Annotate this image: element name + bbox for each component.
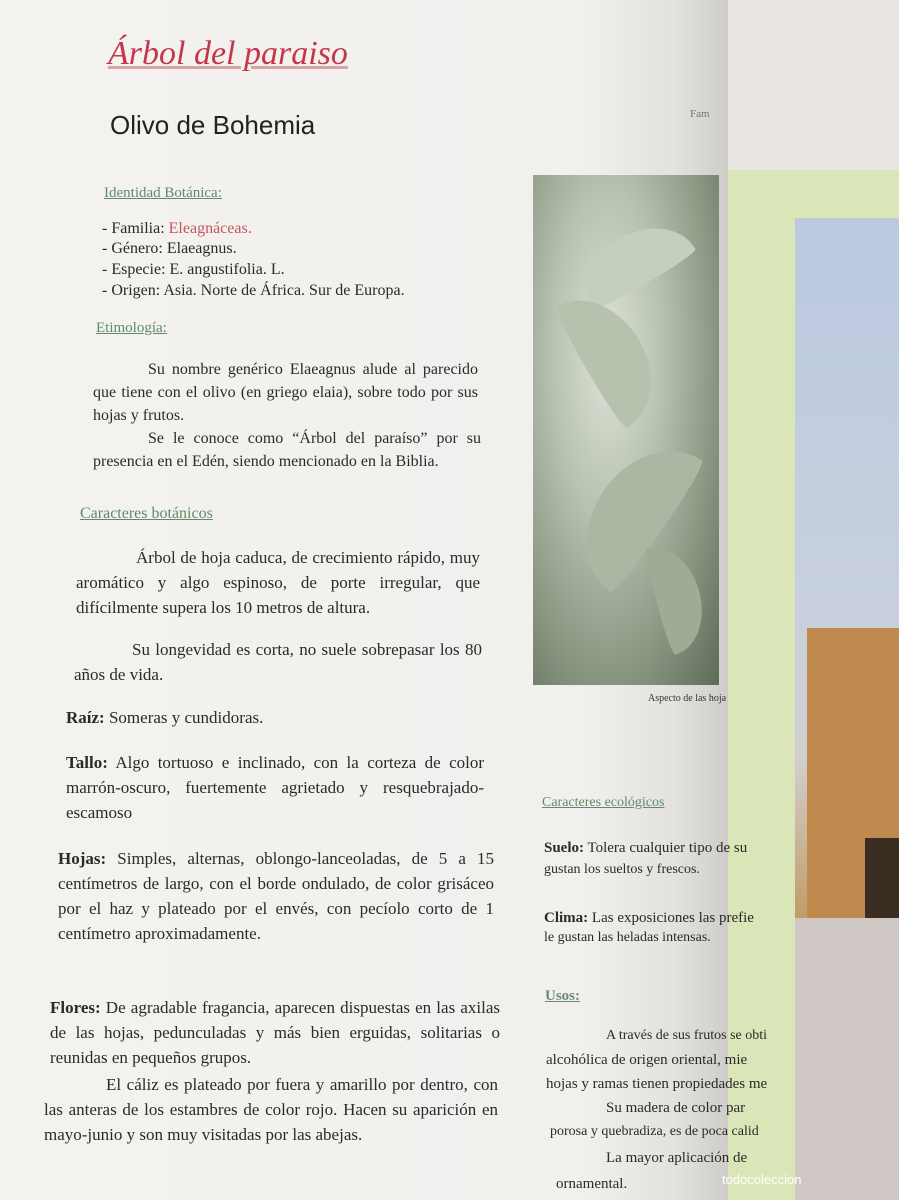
usos-line3: hojas y ramas tienen propiedades me (546, 1076, 768, 1092)
photo-caption: Aspecto de las hoja (648, 693, 727, 704)
watermark: todocoleccion (722, 1172, 802, 1187)
leaf-shape (552, 279, 674, 430)
suelo-label: Suelo: (544, 840, 585, 856)
hojas-label: Hojas: (58, 849, 107, 868)
caracteres-p2: Su longevidad es corta, no suele sobrepasar los 80 años de vida. (74, 640, 482, 684)
caracteres-p1: Árbol de hoja caduca, de crecimiento rápido, muy aromático y algo espinoso, de porte irregular, que difícilmente supera los 10 metros de altura. (76, 548, 480, 617)
etimologia-heading: Etimología: (96, 320, 167, 336)
usos-line5: porosa y quebradiza, es de poca calid (550, 1124, 759, 1139)
page-title: Árbol del paraiso (108, 35, 348, 72)
flores-p2: El cáliz es plateado por fuera y amarillo por dentro, con las anteras de los estambres de color rojo. Hacen su aparición en mayo-junio y son muy visitadas por las abejas. (44, 1075, 498, 1144)
usos-line1: A través de sus frutos se obti (606, 1028, 767, 1043)
flores-label: Flores: (50, 998, 101, 1017)
genero-line: - Género: Elaeagnus. (102, 240, 237, 257)
usos-line2: alcohólica de origen oriental, mie (546, 1052, 748, 1068)
caracteres-heading: Caracteres botánicos (80, 505, 213, 522)
familia-value: Eleagnáceas. (168, 220, 252, 237)
origen-line: - Origen: Asia. Norte de África. Sur de Europa. (102, 282, 405, 299)
clima-text: Las exposiciones las prefie (588, 910, 754, 926)
suelo-text: Tolera cualquier tipo de su (584, 840, 748, 856)
clima-label: Clima: (544, 910, 589, 926)
page-subtitle: Olivo de Bohemia (110, 110, 316, 140)
raiz-paragraph (66, 705, 486, 730)
usos-line6: La mayor aplicación de (606, 1150, 748, 1166)
hojas-text: Simples, alternas, oblongo-lanceoladas, de 5 a 15 centímetros de largo, con el borde ondulado, de color grisáceo por el haz y plateado por el envés, con pecíolo corto de 1 centímetro aproximadamente. (58, 849, 494, 943)
tallo-text: Algo tortuoso e inclinado, con la corteza de color marrón-oscuro, fuertemente agrietado y resquebrajado-escamoso (66, 753, 484, 822)
familia-label: - Familia: (102, 220, 169, 237)
raiz-label: Raíz: (66, 708, 105, 727)
leaf-shape (643, 538, 714, 656)
familia-line (102, 220, 252, 238)
tallo-paragraph (66, 750, 484, 825)
building-door (865, 838, 899, 928)
leaf-shape (568, 208, 698, 313)
ecologicos-heading: Caracteres ecológicos (542, 795, 665, 810)
etimologia-p2: Se le conoce como “Árbol del paraíso” por su presencia en el Edén, siendo mencionado en la Biblia. (93, 430, 481, 470)
road (795, 918, 899, 1200)
tallo-label: Tallo: (66, 753, 108, 772)
hojas-paragraph (58, 846, 494, 946)
building-photo (795, 218, 899, 1200)
flores-text: De agradable fragancia, aparecen dispuestas en las axilas de las hojas, pedunculadas y más bien erguidas, solitarias o reunidas en pequeños grupos. (50, 998, 500, 1067)
raiz-text: Someras y cundidoras. (104, 708, 264, 727)
identidad-heading: Identidad Botánica: (104, 185, 222, 201)
corner-mark: Fam (690, 108, 710, 120)
usos-heading: Usos: (545, 988, 581, 1004)
usos-line4: Su madera de color par (606, 1100, 746, 1116)
etimologia-p1: Su nombre genérico Elaeagnus alude al parecido que tiene con el olivo (en griego elaia), sobre todo por sus hojas y frutos. (93, 361, 478, 424)
especie-line: - Especie: E. angustifolia. L. (102, 261, 285, 278)
suelo-line1 (544, 840, 747, 857)
clima-line1 (544, 910, 754, 927)
flores-paragraph (50, 995, 500, 1070)
usos-line7: ornamental. (556, 1176, 628, 1192)
suelo-line2: gustan los sueltos y frescos. (544, 862, 700, 877)
leaf-photo (533, 175, 719, 685)
clima-line2: le gustan las heladas intensas. (544, 930, 711, 945)
